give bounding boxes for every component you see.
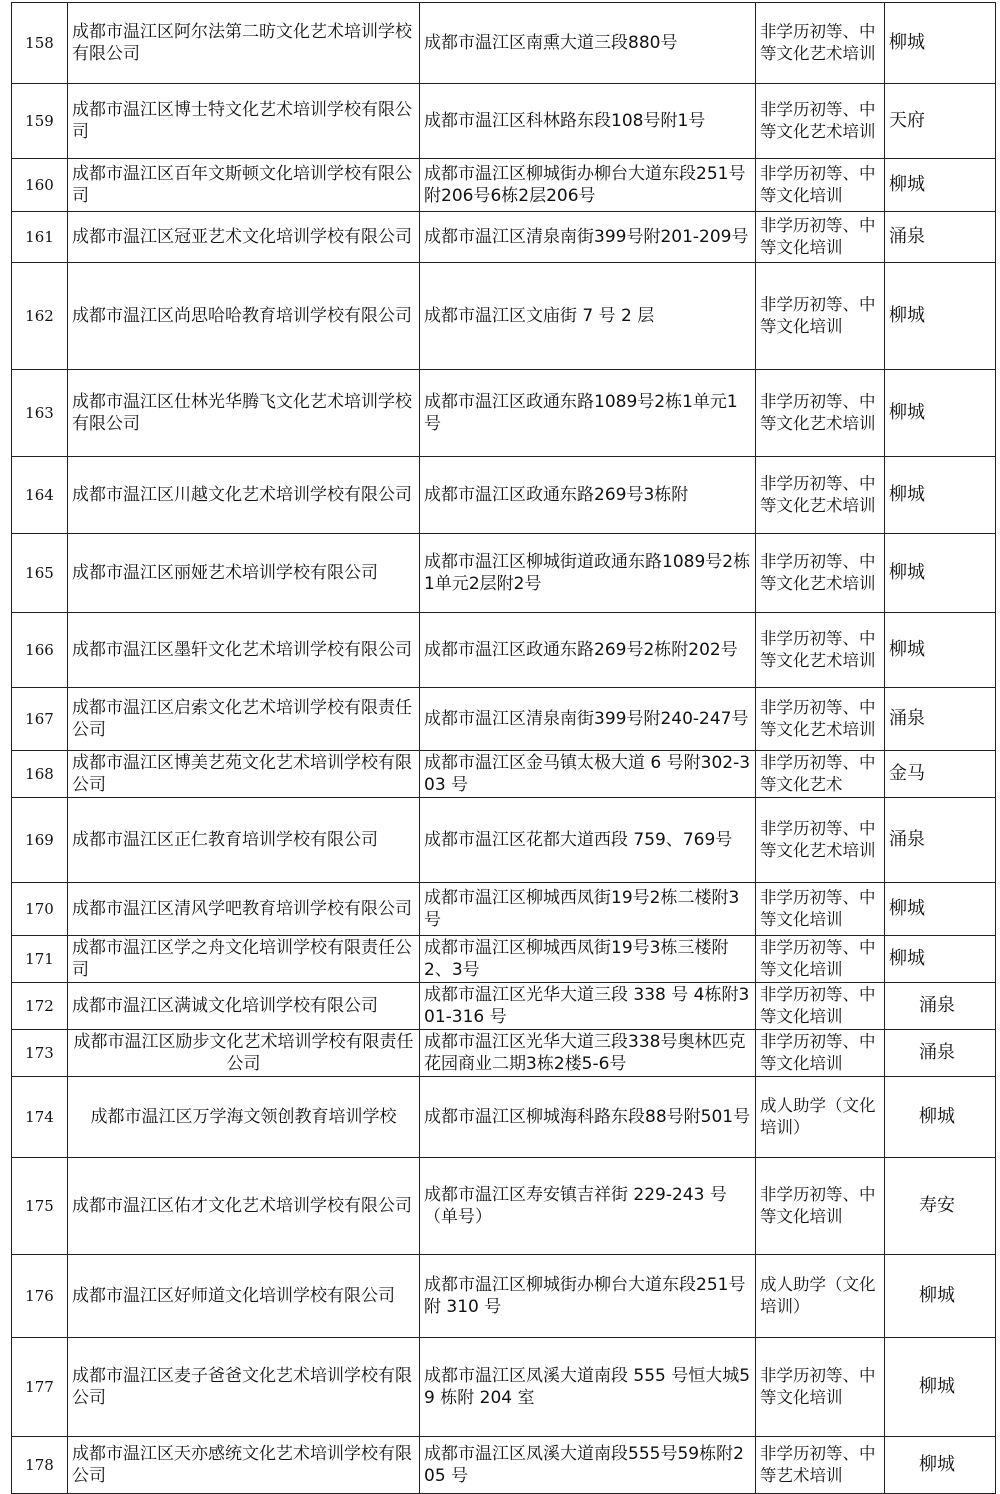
school-name [68, 1158, 420, 1255]
row-number-text: 166 [25, 641, 54, 659]
row-number-text: 171 [25, 950, 54, 968]
training-type [756, 1158, 885, 1255]
training-type [756, 457, 885, 534]
training-type-text: 非学历初等、中等文化艺术培训 [760, 819, 876, 860]
school-name [68, 1077, 420, 1158]
row-number [12, 1437, 68, 1494]
training-type-text: 非学历初等、中等文化培训 [760, 888, 876, 929]
training-type-text: 非学历初等、中等文化艺术培训 [760, 552, 876, 593]
training-type [756, 1030, 885, 1077]
school-name [68, 1255, 420, 1338]
training-type-text: 非学历初等、中等文化培训 [760, 164, 876, 205]
row-number-text: 175 [25, 1197, 54, 1215]
row-number [12, 3, 68, 84]
school-name [68, 688, 420, 751]
row-number-text: 170 [25, 900, 54, 918]
row-number [12, 983, 68, 1030]
area-name-text: 柳城 [919, 1376, 955, 1397]
training-type [756, 883, 885, 936]
school-address-text: 成都市温江区光华大道三段338号奥林匹克花园商业二期3栋2楼5-6号 [424, 1032, 746, 1074]
row-number [12, 1158, 68, 1255]
training-type [756, 534, 885, 613]
school-name [68, 263, 420, 370]
school-address [420, 751, 756, 798]
row-number-text: 161 [25, 228, 54, 246]
row-number-text: 177 [25, 1378, 54, 1396]
training-type [756, 1255, 885, 1338]
table-row [12, 936, 996, 983]
school-name-text: 成都市温江区励步文化艺术培训学校有限责任公司 [73, 1032, 414, 1074]
area-name [885, 798, 996, 883]
school-address [420, 159, 756, 212]
school-name [68, 1338, 420, 1437]
area-name [885, 1437, 996, 1494]
area-name-text: 柳城 [889, 639, 925, 660]
training-type [756, 1338, 885, 1437]
area-name [885, 212, 996, 263]
area-name-text: 涌泉 [889, 829, 925, 850]
table-row [12, 883, 996, 936]
school-name [68, 370, 420, 457]
training-type [756, 936, 885, 983]
row-number [12, 1077, 68, 1158]
training-type [756, 613, 885, 688]
area-name [885, 1158, 996, 1255]
area-name-text: 柳城 [889, 898, 925, 919]
table-row [12, 1158, 996, 1255]
school-address [420, 1077, 756, 1158]
school-address [420, 613, 756, 688]
row-number-text: 169 [25, 831, 54, 849]
school-name [68, 1030, 420, 1077]
training-type [756, 983, 885, 1030]
training-type [756, 798, 885, 883]
training-type [756, 263, 885, 370]
area-name-text: 柳城 [889, 305, 925, 326]
school-address [420, 84, 756, 159]
school-address [420, 688, 756, 751]
area-name-text: 柳城 [889, 32, 925, 53]
table-row [12, 534, 996, 613]
school-name [68, 212, 420, 263]
training-type-text: 非学历初等、中等文化艺术培训 [760, 100, 876, 141]
school-address-text: 成都市温江区寿安镇吉祥街 229-243 号（单号） [424, 1185, 727, 1227]
training-type-text: 成人助学（文化 培训） [760, 1275, 876, 1316]
row-number [12, 370, 68, 457]
training-type-text: 非学历初等、中等文化培训 [760, 1032, 876, 1073]
school-address [420, 263, 756, 370]
school-name [68, 751, 420, 798]
school-name [68, 936, 420, 983]
area-name-text: 柳城 [889, 174, 925, 195]
school-name-text: 成都市温江区清风学吧教育培训学校有限公司 [72, 899, 412, 919]
school-name [68, 457, 420, 534]
school-address-text: 成都市温江区凤溪大道南段 555 号恒大城59 栋附 204 室 [424, 1366, 751, 1408]
school-name-text: 成都市温江区满诚文化培训学校有限公司 [72, 996, 378, 1016]
school-address-text: 成都市温江区凤溪大道南段555号59栋附205 号 [424, 1444, 744, 1486]
training-type-text: 非学历初等、中等艺术培训 [760, 1444, 876, 1485]
school-name-text: 成都市温江区万学海文领创教育培训学校 [90, 1107, 397, 1127]
training-type [756, 370, 885, 457]
area-name [885, 1077, 996, 1158]
row-number [12, 936, 68, 983]
school-name-text: 成都市温江区百年文斯顿文化培训学校有限公司 [72, 164, 412, 206]
area-name-text: 涌泉 [919, 995, 955, 1016]
area-name-text: 柳城 [919, 1454, 955, 1475]
school-name-text: 成都市温江区川越文化艺术培训学校有限公司 [72, 485, 412, 505]
training-type-text: 非学历初等、中等文化培训 [760, 1366, 876, 1407]
row-number [12, 1255, 68, 1338]
row-number-text: 163 [25, 404, 54, 422]
training-type [756, 1077, 885, 1158]
area-name [885, 983, 996, 1030]
row-number-text: 167 [25, 710, 54, 728]
table-row [12, 1338, 996, 1437]
row-number-text: 164 [25, 486, 54, 504]
school-table [11, 2, 996, 1494]
training-type [756, 159, 885, 212]
school-address [420, 370, 756, 457]
school-address-text: 成都市温江区金马镇太极大道 6 号附302-303 号 [424, 753, 751, 795]
area-name [885, 159, 996, 212]
table-row [12, 798, 996, 883]
school-address [420, 534, 756, 613]
table-row [12, 370, 996, 457]
school-address-text: 成都市温江区柳城街办柳台大道东段251号附206号6栋2层206号 [424, 164, 746, 206]
training-type-text: 非学历初等、中等文化艺术培训 [760, 474, 876, 515]
row-number [12, 883, 68, 936]
school-address [420, 798, 756, 883]
row-number-text: 178 [25, 1456, 54, 1474]
row-number [12, 457, 68, 534]
row-number [12, 534, 68, 613]
area-name [885, 688, 996, 751]
school-name [68, 883, 420, 936]
area-name-text: 柳城 [889, 948, 925, 969]
training-type-text: 非学历初等、中等文化艺术培训 [760, 22, 876, 63]
row-number-text: 173 [25, 1044, 54, 1062]
area-name-text: 涌泉 [919, 1042, 955, 1063]
area-name-text: 涌泉 [889, 708, 925, 729]
school-address [420, 1255, 756, 1338]
school-name [68, 1437, 420, 1494]
row-number-text: 162 [25, 307, 54, 325]
area-name [885, 370, 996, 457]
school-address-text: 成都市温江区政通东路1089号2栋1单元1号 [424, 392, 738, 434]
table-row [12, 613, 996, 688]
table-row [12, 159, 996, 212]
school-address [420, 1437, 756, 1494]
school-name [68, 84, 420, 159]
training-type [756, 688, 885, 751]
training-type-text: 非学历初等、中等文化培训 [760, 216, 876, 257]
area-name-text: 柳城 [889, 484, 925, 505]
training-type-text: 非学历初等、中等文化培训 [760, 295, 876, 336]
row-number-text: 168 [25, 765, 54, 783]
school-address-text: 成都市温江区柳城街办柳台大道东段251号附 310 号 [424, 1275, 746, 1317]
training-type-text: 非学历初等、中等文化培训 [760, 938, 876, 979]
training-type [756, 84, 885, 159]
area-name [885, 613, 996, 688]
row-number [12, 84, 68, 159]
school-address-text: 成都市温江区文庙街 7 号 2 层 [424, 306, 655, 326]
school-address [420, 1030, 756, 1077]
area-name [885, 534, 996, 613]
school-name-text: 成都市温江区丽娅艺术培训学校有限公司 [72, 563, 378, 583]
school-name-text: 成都市温江区博士特文化艺术培训学校有限公司 [72, 100, 412, 142]
table-row [12, 688, 996, 751]
area-name-text: 金马 [889, 763, 925, 784]
row-number [12, 1338, 68, 1437]
area-name [885, 1255, 996, 1338]
area-name [885, 3, 996, 84]
row-number-text: 165 [25, 564, 54, 582]
area-name-text: 寿安 [919, 1195, 955, 1216]
training-type-text: 成人助学（文化培训） [760, 1096, 876, 1137]
table-row [12, 1077, 996, 1158]
training-type [756, 751, 885, 798]
table-row [12, 983, 996, 1030]
row-number-text: 176 [25, 1287, 54, 1305]
area-name [885, 457, 996, 534]
school-name-text: 成都市温江区阿尔法第二昉文化艺术培训学校有限公司 [72, 22, 412, 64]
area-name [885, 263, 996, 370]
training-type [756, 3, 885, 84]
school-name [68, 983, 420, 1030]
school-name-text: 成都市温江区墨轩文化艺术培训学校有限公司 [72, 640, 412, 660]
school-address-text: 成都市温江区柳城西凤街19号3栋三楼附2、3号 [424, 938, 729, 980]
school-address-text: 成都市温江区柳城西凤街19号2栋二楼附3 号 [424, 888, 740, 930]
row-number-text: 174 [25, 1108, 54, 1126]
area-name-text: 柳城 [919, 1106, 955, 1127]
school-name-text: 成都市温江区好师道文化培训学校有限公司 [72, 1286, 395, 1306]
school-name-text: 成都市温江区佑才文化艺术培训学校有限公司 [72, 1196, 412, 1216]
row-number [12, 212, 68, 263]
area-name [885, 1030, 996, 1077]
row-number [12, 1030, 68, 1077]
school-name-text: 成都市温江区冠亚艺术文化培训学校有限公司 [72, 227, 412, 247]
school-address [420, 1158, 756, 1255]
school-name-text: 成都市温江区天亦感统文化艺术培训学校有限公司 [72, 1444, 412, 1486]
table-row [12, 3, 996, 84]
school-address [420, 1338, 756, 1437]
school-address-text: 成都市温江区柳城街道政通东路1089号2栋1单元2层附2号 [424, 552, 751, 594]
area-name [885, 883, 996, 936]
school-address [420, 212, 756, 263]
training-type [756, 212, 885, 263]
area-name [885, 936, 996, 983]
school-address [420, 3, 756, 84]
training-type-text: 非学历初等、中等文化培训 [760, 985, 876, 1026]
row-number-text: 158 [25, 34, 54, 52]
school-address [420, 983, 756, 1030]
table-row [12, 263, 996, 370]
row-number-text: 159 [25, 112, 54, 130]
training-type-text: 非学历初等、中等文化艺术培训 [760, 629, 876, 670]
row-number-text: 172 [25, 997, 54, 1015]
training-type-text: 非学历初等、中 等文化培训 [760, 1185, 876, 1226]
training-type-text: 非学历初等、中等文化艺术培训 [760, 392, 876, 433]
school-address-text: 成都市温江区政通东路269号3栋附 [424, 485, 689, 505]
table-row [12, 1255, 996, 1338]
area-name-text: 涌泉 [889, 226, 925, 247]
row-number [12, 688, 68, 751]
row-number-text: 160 [25, 176, 54, 194]
area-name [885, 84, 996, 159]
row-number [12, 159, 68, 212]
area-name-text: 柳城 [889, 562, 925, 583]
row-number [12, 798, 68, 883]
school-name-text: 成都市温江区尚思哈哈教育培训学校有限公司 [72, 306, 412, 326]
school-address [420, 883, 756, 936]
school-name [68, 798, 420, 883]
school-address-text: 成都市温江区清泉南街399号附201-209号 [424, 227, 749, 247]
school-address-text: 成都市温江区柳城海科路东段88号附501号 [424, 1107, 751, 1127]
table-row [12, 457, 996, 534]
table-row [12, 212, 996, 263]
area-name-text: 柳城 [889, 402, 925, 423]
school-address-text: 成都市温江区政通东路269号2栋附202号 [424, 640, 738, 660]
school-name-text: 成都市温江区仕林光华腾飞文化艺术培训学校有限公司 [72, 392, 412, 434]
area-name [885, 751, 996, 798]
table-row [12, 1030, 996, 1077]
school-address [420, 936, 756, 983]
school-name [68, 534, 420, 613]
area-name [885, 1338, 996, 1437]
school-name-text: 成都市温江区麦子爸爸文化艺术培训学校有限公司 [72, 1366, 412, 1408]
area-name-text: 天府 [889, 110, 925, 131]
school-address-text: 成都市温江区南熏大道三段880号 [424, 33, 678, 53]
row-number [12, 613, 68, 688]
school-address-text: 成都市温江区光华大道三段 338 号 4栋附301-316 号 [424, 985, 750, 1027]
school-name [68, 613, 420, 688]
school-name [68, 3, 420, 84]
school-name [68, 159, 420, 212]
school-name-text: 成都市温江区正仁教育培训学校有限公司 [72, 830, 378, 850]
area-name-text: 柳城 [919, 1285, 955, 1306]
school-name-text: 成都市温江区启索文化艺术培训学校有限责任公司 [72, 698, 412, 740]
row-number [12, 751, 68, 798]
table-row [12, 751, 996, 798]
table-row [12, 1437, 996, 1494]
row-number [12, 263, 68, 370]
school-name-text: 成都市温江区学之舟文化培训学校有限责任公司 [72, 938, 412, 980]
school-address-text: 成都市温江区花都大道西段 759、769号 [424, 830, 733, 850]
school-name-text: 成都市温江区博美艺苑文化艺术培训学校有限公司 [72, 753, 412, 795]
school-address-text: 成都市温江区清泉南街399号附240-247号 [424, 709, 749, 729]
table-row [12, 84, 996, 159]
training-type [756, 1437, 885, 1494]
school-address-text: 成都市温江区科林路东段108号附1号 [424, 111, 706, 131]
training-type-text: 非学历初等、中等文化艺术 [760, 753, 876, 794]
school-address [420, 457, 756, 534]
training-type-text: 非学历初等、中等文化艺术培训 [760, 698, 876, 739]
